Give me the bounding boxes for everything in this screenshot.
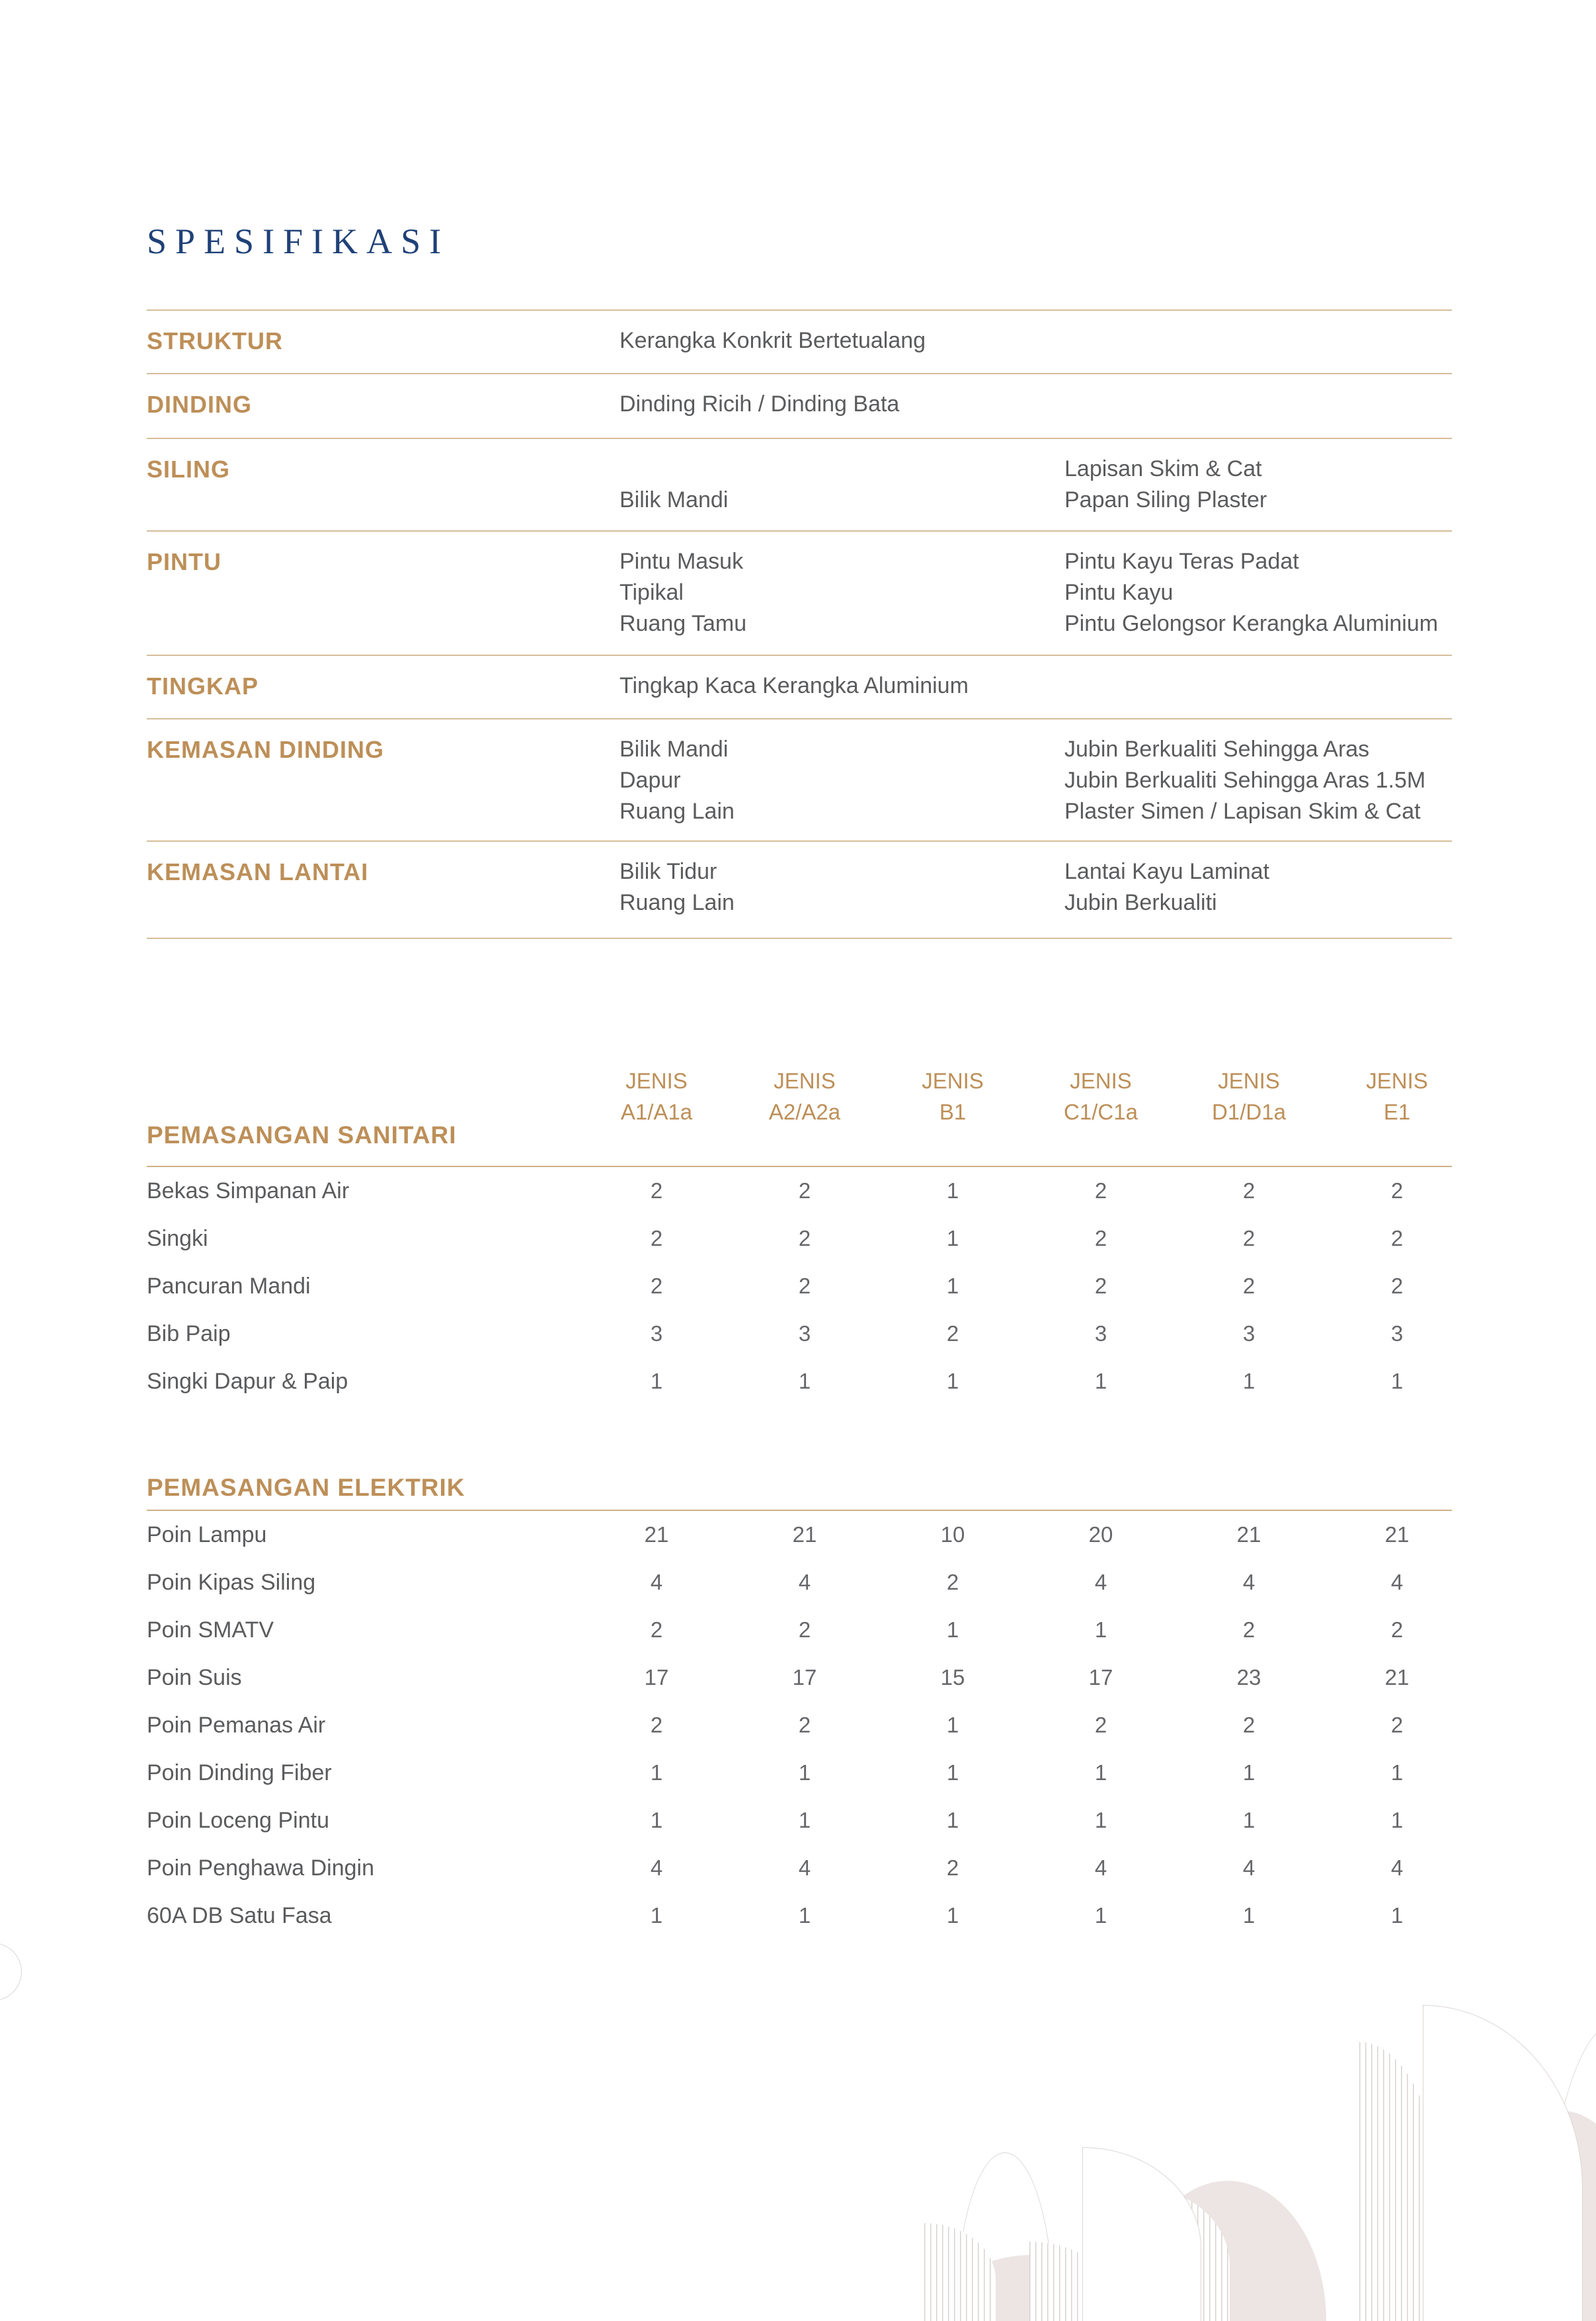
table-row — [147, 1701, 1452, 1749]
table-row — [147, 1892, 1452, 1939]
table-row — [147, 1215, 1452, 1262]
page-title: SPESIFIKASI — [147, 222, 450, 261]
spec-sublocation: Dinding Ricih / Dinding Bata — [619, 391, 900, 417]
count-value: 1 — [650, 1760, 663, 1785]
spec-value: Jubin Berkualiti Sehingga Aras — [1064, 737, 1370, 762]
spec-sublocation: Tipikal — [619, 580, 684, 605]
table-row — [147, 1559, 1452, 1606]
count-value: 17 — [792, 1665, 817, 1690]
deco-fin-stripes-center — [1029, 2242, 1105, 2321]
count-value: 2 — [1390, 1713, 1404, 1737]
spec-value: Jubin Berkualiti Sehingga Aras 1.5M — [1064, 768, 1426, 793]
unit-type-column-header — [731, 1065, 879, 1127]
spec-value: Pintu Kayu — [1064, 580, 1174, 605]
unit-type-name: B1 — [939, 1100, 967, 1124]
spec-section — [147, 840, 1452, 938]
count-value: 1 — [946, 1274, 959, 1298]
spec-value-column — [1064, 389, 1452, 438]
unit-type-name: A2/A2a — [768, 1100, 841, 1124]
count-value: 2 — [1242, 1274, 1256, 1298]
count-value: 1 — [1094, 1903, 1107, 1928]
spec-sublocation: Bilik Tidur — [619, 859, 717, 884]
spec-section — [147, 309, 1452, 373]
count-value: 1 — [650, 1903, 663, 1928]
deco-left-edge-arc — [0, 1943, 22, 2001]
unit-type-prefix: JENIS — [1218, 1069, 1280, 1093]
deco-fin-stripes-right — [1359, 2042, 1440, 2321]
count-value: 2 — [650, 1713, 663, 1737]
spec-sublocation-column — [619, 734, 1064, 840]
row-label: Singki — [147, 1225, 208, 1251]
unit-type-prefix: JENIS — [1366, 1069, 1428, 1093]
spec-sublocation-column — [619, 671, 1064, 718]
count-value: 1 — [1242, 1760, 1256, 1785]
deco-fin-outline-center — [1082, 2147, 1201, 2321]
count-value: 2 — [1390, 1274, 1404, 1298]
count-value: 2 — [1390, 1178, 1404, 1203]
spec-section — [147, 530, 1452, 655]
count-value: 1 — [946, 1178, 959, 1203]
spec-sublocation-column — [619, 389, 1064, 438]
count-value: 1 — [946, 1369, 959, 1393]
spec-section-label: KEMASAN DINDING — [147, 736, 385, 763]
spec-section — [147, 438, 1452, 530]
count-value: 1 — [798, 1903, 811, 1928]
count-value: 2 — [1242, 1178, 1256, 1203]
count-value: 2 — [798, 1713, 811, 1737]
spec-value: Pintu Kayu Teras Padat — [1064, 549, 1299, 574]
count-value: 1 — [1390, 1808, 1404, 1832]
count-value: 1 — [1094, 1617, 1107, 1642]
spec-value: Papan Siling Plaster — [1064, 487, 1267, 512]
count-value: 2 — [946, 1855, 959, 1880]
sanitari-header — [147, 1065, 1452, 1151]
spec-value — [1064, 325, 1452, 356]
count-value: 4 — [798, 1570, 811, 1594]
count-value: 2 — [1242, 1713, 1256, 1737]
count-value: 1 — [1390, 1903, 1404, 1928]
count-value: 3 — [798, 1321, 811, 1346]
deco-fin-stripes-left — [924, 2223, 996, 2321]
count-value: 17 — [644, 1665, 669, 1690]
unit-type-column-header — [1323, 1065, 1471, 1127]
spec-section — [147, 655, 1452, 718]
unit-type-column-header — [879, 1065, 1027, 1127]
count-value: 1 — [946, 1903, 959, 1928]
page-content — [147, 0, 1452, 1939]
count-value: 1 — [798, 1760, 811, 1785]
unit-type-prefix: JENIS — [1070, 1069, 1132, 1093]
count-value: 17 — [1088, 1665, 1113, 1690]
unit-type-column-header — [1175, 1065, 1323, 1127]
elektrik-header — [147, 1472, 1452, 1503]
row-label: Bekas Simpanan Air — [147, 1178, 350, 1203]
spec-value-column — [1064, 454, 1452, 530]
count-value: 1 — [798, 1808, 811, 1832]
count-value: 2 — [1094, 1178, 1107, 1203]
spec-value-column — [1064, 856, 1452, 938]
table-row — [147, 1797, 1452, 1844]
count-value: 1 — [1390, 1760, 1404, 1785]
count-value: 2 — [1242, 1226, 1256, 1250]
spec-section-label: TINGKAP — [147, 672, 259, 700]
row-label: Singki Dapur & Paip — [147, 1368, 348, 1394]
table-row — [147, 1310, 1452, 1358]
unit-type-prefix: JENIS — [774, 1069, 836, 1093]
count-value: 20 — [1088, 1522, 1113, 1547]
row-label: Poin SMATV — [147, 1617, 274, 1643]
spec-section — [147, 718, 1452, 840]
count-value: 4 — [1242, 1570, 1256, 1594]
count-value: 3 — [1242, 1321, 1256, 1346]
count-value: 2 — [650, 1178, 663, 1203]
count-value: 1 — [946, 1226, 959, 1250]
count-value: 4 — [1094, 1570, 1107, 1594]
count-value: 4 — [1242, 1855, 1256, 1880]
count-value: 2 — [650, 1274, 663, 1298]
count-value: 3 — [650, 1321, 663, 1346]
count-value: 1 — [1242, 1808, 1256, 1832]
count-value: 1 — [946, 1808, 959, 1832]
row-label: Poin Penghawa Dingin — [147, 1855, 375, 1881]
table-row — [147, 1654, 1452, 1701]
count-value: 4 — [1390, 1855, 1404, 1880]
count-value: 2 — [1094, 1274, 1107, 1298]
count-value: 1 — [1094, 1808, 1107, 1832]
spec-sublocation: Ruang Tamu — [619, 611, 747, 636]
spec-section-label: KEMASAN LANTAI — [147, 858, 369, 885]
count-value: 4 — [1390, 1570, 1404, 1594]
count-value: 2 — [650, 1226, 663, 1250]
count-value: 1 — [650, 1369, 663, 1393]
spec-sublocation: Bilik Mandi — [619, 737, 729, 762]
unit-type-prefix: JENIS — [625, 1069, 688, 1093]
spec-section-label: STRUKTUR — [147, 327, 283, 354]
unit-type-prefix: JENIS — [922, 1069, 984, 1093]
spec-section — [147, 373, 1452, 438]
row-label: Pancuran Mandi — [147, 1273, 311, 1299]
count-value: 10 — [940, 1522, 965, 1547]
count-value: 1 — [1094, 1760, 1107, 1785]
sanitari-rows — [147, 1167, 1452, 1405]
count-value: 21 — [1384, 1522, 1410, 1547]
count-value: 1 — [650, 1808, 663, 1832]
row-label: Poin Lampu — [147, 1522, 267, 1547]
deco-dome-beige-right — [1462, 2111, 1596, 2321]
count-value: 1 — [946, 1713, 959, 1737]
spec-value-column — [1064, 734, 1452, 840]
count-value: 4 — [650, 1855, 663, 1880]
count-value: 1 — [946, 1617, 959, 1642]
count-value: 4 — [650, 1570, 663, 1594]
spec-sublocation: Ruang Lain — [619, 799, 735, 824]
spec-sublocation: Bilik Mandi — [619, 487, 729, 512]
row-label: Poin Kipas Siling — [147, 1569, 316, 1595]
spec-sublocation: Kerangka Konkrit Bertetualang — [619, 328, 926, 353]
elektrik-table — [147, 1472, 1452, 1939]
count-value: 2 — [1094, 1713, 1107, 1737]
count-value: 2 — [1242, 1617, 1256, 1642]
spec-sublocation-column — [619, 546, 1064, 655]
unit-type-column-header — [1027, 1065, 1175, 1127]
table-row — [147, 1844, 1452, 1892]
unit-type-name: A1/A1a — [620, 1100, 693, 1124]
spec-section-label: SILING — [147, 456, 231, 483]
count-value: 1 — [1242, 1903, 1256, 1928]
elektrik-rows — [147, 1511, 1452, 1939]
deco-dome-beige-center — [1129, 2181, 1326, 2321]
sanitari-table — [147, 1065, 1452, 1405]
count-value: 4 — [798, 1855, 811, 1880]
spec-sublocation — [619, 454, 1064, 485]
spec-value: Lantai Kayu Laminat — [1064, 859, 1269, 884]
spec-section-label: DINDING — [147, 391, 252, 418]
count-value: 2 — [1390, 1226, 1404, 1250]
row-label: Poin Pemanas Air — [147, 1712, 326, 1738]
spec-value: Pintu Gelongsor Kerangka Aluminium — [1064, 611, 1439, 636]
count-value: 23 — [1236, 1665, 1261, 1690]
table-row — [147, 1358, 1452, 1405]
spec-value-column — [1064, 546, 1452, 655]
count-value: 21 — [644, 1522, 669, 1547]
count-value: 2 — [798, 1617, 811, 1642]
count-value: 21 — [792, 1522, 817, 1547]
unit-type-name: E1 — [1383, 1100, 1411, 1124]
count-value: 2 — [1390, 1617, 1404, 1642]
count-value: 1 — [1094, 1369, 1107, 1393]
count-value: 2 — [946, 1570, 959, 1594]
count-value: 3 — [1390, 1321, 1404, 1346]
count-value: 21 — [1384, 1665, 1410, 1690]
deco-fin-stripes-center2 — [1144, 2189, 1230, 2321]
count-value: 15 — [940, 1665, 965, 1690]
spec-sublocation-column — [619, 856, 1064, 938]
table-row — [147, 1167, 1452, 1215]
table-row — [147, 1262, 1452, 1310]
spec-value: Jubin Berkualiti — [1064, 890, 1217, 915]
count-value: 1 — [1390, 1369, 1404, 1393]
spec-section-label: PINTU — [147, 548, 221, 575]
spec-sublocation: Pintu Masuk — [619, 549, 744, 574]
spec-table — [147, 309, 1452, 939]
table-row — [147, 1749, 1452, 1797]
count-value: 2 — [946, 1321, 959, 1346]
table-row — [147, 1511, 1452, 1559]
count-value: 2 — [798, 1178, 811, 1203]
sanitari-title: PEMASANGAN SANITARI — [147, 1121, 457, 1149]
row-label: 60A DB Satu Fasa — [147, 1902, 332, 1928]
spec-value-column — [1064, 325, 1452, 373]
deco-dome-outline-left — [955, 2152, 1055, 2321]
count-value: 1 — [798, 1369, 811, 1393]
spec-sublocation: Ruang Lain — [619, 890, 735, 915]
count-value: 1 — [1242, 1369, 1256, 1393]
spec-value — [1064, 389, 1452, 420]
row-label: Poin Loceng Pintu — [147, 1807, 329, 1833]
count-value: 3 — [1094, 1321, 1107, 1346]
spec-sublocation-column — [619, 454, 1064, 530]
deco-dome-beige-left — [936, 2255, 1131, 2321]
row-label: Poin Suis — [147, 1664, 242, 1690]
count-value: 4 — [1094, 1855, 1107, 1880]
elektrik-title: PEMASANGAN ELEKTRIK — [147, 1474, 465, 1501]
unit-type-column-header — [582, 1065, 731, 1127]
count-value: 21 — [1236, 1522, 1261, 1547]
spec-value — [1064, 671, 1452, 702]
count-value: 1 — [946, 1760, 959, 1785]
spec-value: Lapisan Skim & Cat — [1064, 456, 1262, 481]
row-label: Poin Dinding Fiber — [147, 1760, 332, 1785]
deco-fin-outline-right — [1423, 2005, 1583, 2321]
deco-dome-outline-right — [1540, 2022, 1596, 2321]
spec-value-column — [1064, 671, 1452, 718]
count-value: 2 — [798, 1274, 811, 1298]
count-value: 2 — [798, 1226, 811, 1250]
count-value: 2 — [1094, 1226, 1107, 1250]
table-row — [147, 1606, 1452, 1654]
unit-type-name: C1/C1a — [1064, 1100, 1138, 1124]
spec-sublocation: Tingkap Kaca Kerangka Aluminium — [619, 673, 969, 698]
row-label: Bib Paip — [147, 1321, 231, 1346]
spec-sublocation: Dapur — [619, 768, 681, 793]
count-value: 2 — [650, 1617, 663, 1642]
deco-dome-beige-corner — [1568, 2073, 1596, 2321]
spec-value: Plaster Simen / Lapisan Skim & Cat — [1064, 799, 1421, 824]
unit-type-name: D1/D1a — [1212, 1100, 1286, 1124]
spec-sublocation-column — [619, 325, 1064, 373]
